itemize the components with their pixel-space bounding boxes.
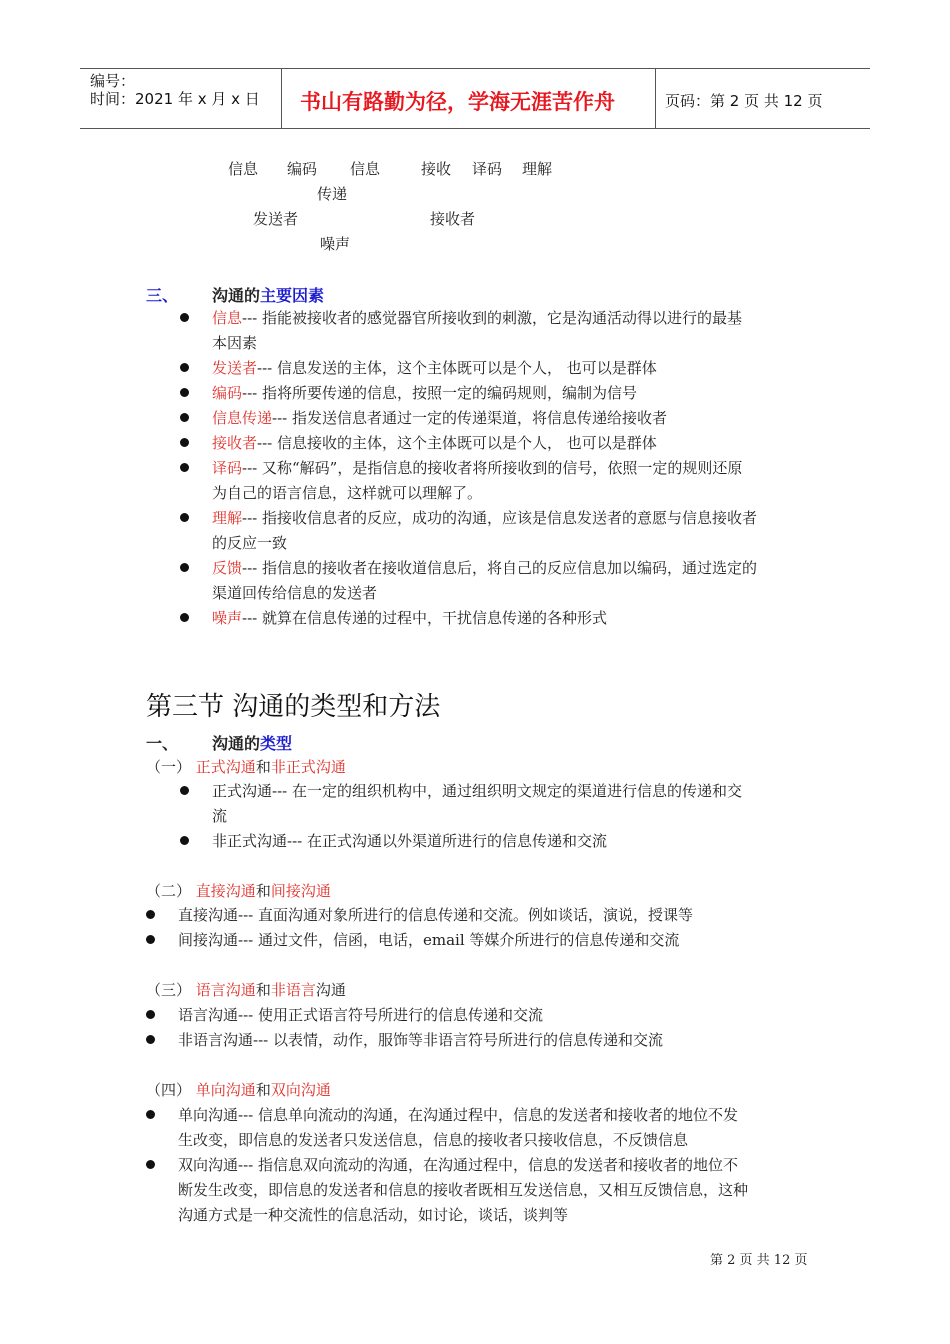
types-heading-key: 类型 [260,734,293,753]
diagram-word: 信息 [350,160,381,178]
section3-heading-key: 主要因素 [260,286,325,305]
type-desc: 双向沟通--- 指信息双向流动的沟通，在沟通过程中，信息的发送者和接收者的地位不 [178,1156,738,1174]
header-top-rule [80,68,870,69]
group-term-a: 语言沟通 [195,981,256,999]
section3-number: 三、 [146,286,179,305]
element-item [212,307,742,328]
element-desc: --- 指接收信息者的反应，成功的沟通，应该是信息发送者的意愿与信息接收者 [242,509,757,527]
type-desc: 单向沟通--- 信息单向流动的沟通，在沟通过程中，信息的发送者和接收者的地位不发 [178,1106,738,1124]
element-term: 编码 [212,384,243,402]
header-divider-right [655,68,656,129]
element-item [212,457,742,478]
diagram-word: 发送者 [253,210,299,228]
element-desc-cont: 的反应一致 [212,534,288,552]
diagram-word: 编码 [287,160,318,178]
group-term-b: 间接沟通 [270,882,331,900]
group-heading [146,756,346,777]
element-desc: --- 指将所要传递的信息，按照一定的编码规则，编制为信号 [242,384,637,402]
group-term-b: 非语言 [270,981,316,999]
header-divider-left [281,68,282,129]
diagram-word: 信息 [228,160,259,178]
element-term: 译码 [212,459,243,477]
bullet-icon [180,786,189,795]
section3-heading-prefix: 沟通的 [212,286,261,305]
element-desc: --- 指发送信息者通过一定的传递渠道，将信息传递给接收者 [272,409,667,427]
type-desc: 非语言沟通--- 以表情，动作，服饰等非语言符号所进行的信息传递和交流 [178,1031,663,1049]
header-time-label: 时间：2021 年 x 月 x 日 [90,90,260,108]
group-heading [146,880,331,901]
element-item [212,607,607,628]
group-term-b: 非正式沟通 [270,758,346,776]
group-term-a: 直接沟通 [195,882,256,900]
diagram-word: 接收者 [430,210,476,228]
section3-heading [212,283,324,306]
bullet-icon [180,463,189,472]
group-number: （二） [146,882,192,900]
group-heading [146,979,346,1000]
bullet-icon [146,1035,155,1044]
element-item [212,557,757,578]
type-desc-cont: 断发生改变，即信息的发送者和信息的接收者既相互发送信息，又相互反馈信息，这种 [178,1181,749,1199]
group-term-a: 单向沟通 [195,1081,256,1099]
type-desc: 直接沟通--- 直面沟通对象所进行的信息传递和交流。例如谈话，演说，授课等 [178,906,693,924]
types-heading [212,731,292,754]
element-term: 信息传递 [212,409,273,427]
element-desc-cont: 本因素 [212,334,258,352]
element-desc: --- 指信息的接收者在接收道信息后，将自己的反应信息加以编码，通过选定的 [242,559,757,577]
type-desc: 间接沟通--- 通过文件，信函，电话，email 等媒介所进行的信息传递和交流 [178,931,680,949]
bullet-icon [146,1110,155,1119]
type-desc: 正式沟通--- 在一定的组织机构中，通过组织明文规定的渠道进行信息的传递和交 [212,782,742,800]
element-term: 反馈 [212,559,243,577]
diagram-word: 理解 [522,160,553,178]
group-term-a: 正式沟通 [195,758,256,776]
element-desc: --- 信息接收的主体，这个主体既可以是个人， 也可以是群体 [257,434,657,452]
element-item [212,407,667,428]
diagram-word: 接收 [421,160,452,178]
bullet-icon [146,935,155,944]
bullet-icon [180,513,189,522]
header-bottom-rule [80,128,870,129]
bullet-icon [146,1160,155,1169]
group-and: 和 [255,981,271,999]
element-item [212,382,637,403]
element-item [212,432,657,453]
bullet-icon [180,313,189,322]
header-motto: 书山有路勤为径，学海无涯苦作舟 [300,90,615,114]
element-item [212,507,757,528]
bullet-icon [146,910,155,919]
bullet-icon [180,438,189,447]
group-suffix: 沟通 [315,981,346,999]
header-number-label: 编号： [90,72,136,90]
diagram-word: 传递 [317,185,348,203]
element-item [212,357,657,378]
element-desc: --- 就算在信息传递的过程中，干扰信息传递的各种形式 [242,609,607,627]
element-term: 理解 [212,509,243,527]
type-desc: 语言沟通--- 使用正式语言符号所进行的信息传递和交流 [178,1006,543,1024]
group-and: 和 [255,758,271,776]
diagram-word: 译码 [472,160,503,178]
types-number: 一、 [146,734,179,753]
element-desc: --- 信息发送的主体，这个主体既可以是个人， 也可以是群体 [257,359,657,377]
bullet-icon [180,836,189,845]
bullet-icon [180,563,189,572]
type-desc-cont: 生改变，即信息的发送者只发送信息，信息的接收者只接收信息，不反馈信息 [178,1131,689,1149]
element-desc: --- 指能被接收者的感觉器官所接收到的刺激，它是沟通活动得以进行的最基 [242,309,742,327]
bullet-icon [180,388,189,397]
group-number: （三） [146,981,192,999]
bullet-icon [180,363,189,372]
footer-page-number: 第 2 页 共 12 页 [710,1253,808,1268]
element-term: 噪声 [212,609,243,627]
bullet-icon [180,613,189,622]
group-number: （一） [146,758,192,776]
header-page-label: 页码：第 2 页 共 12 页 [665,92,823,110]
element-desc-cont: 为自己的语言信息，这样就可以理解了。 [212,484,483,502]
bullet-icon [146,1010,155,1019]
bullet-icon [180,413,189,422]
chapter-title: 第三节 沟通的类型和方法 [146,692,441,722]
element-desc-cont: 渠道回传给信息的发送者 [212,584,378,602]
type-desc-cont: 流 [212,807,228,825]
group-and: 和 [255,882,271,900]
group-term-b: 双向沟通 [270,1081,331,1099]
element-term: 发送者 [212,359,258,377]
type-desc: 非正式沟通--- 在正式沟通以外渠道所进行的信息传递和交流 [212,832,607,850]
types-heading-prefix: 沟通的 [212,734,261,753]
group-heading [146,1079,331,1100]
element-desc: --- 又称“解码”，是指信息的接收者将所接收到的信号，依照一定的规则还原 [242,459,743,477]
diagram-word: 噪声 [320,235,351,253]
element-term: 信息 [212,309,243,327]
group-and: 和 [255,1081,271,1099]
element-term: 接收者 [212,434,258,452]
group-number: （四） [146,1081,192,1099]
type-desc-cont: 沟通方式是一种交流性的信息活动，如讨论，谈话，谈判等 [178,1206,569,1224]
